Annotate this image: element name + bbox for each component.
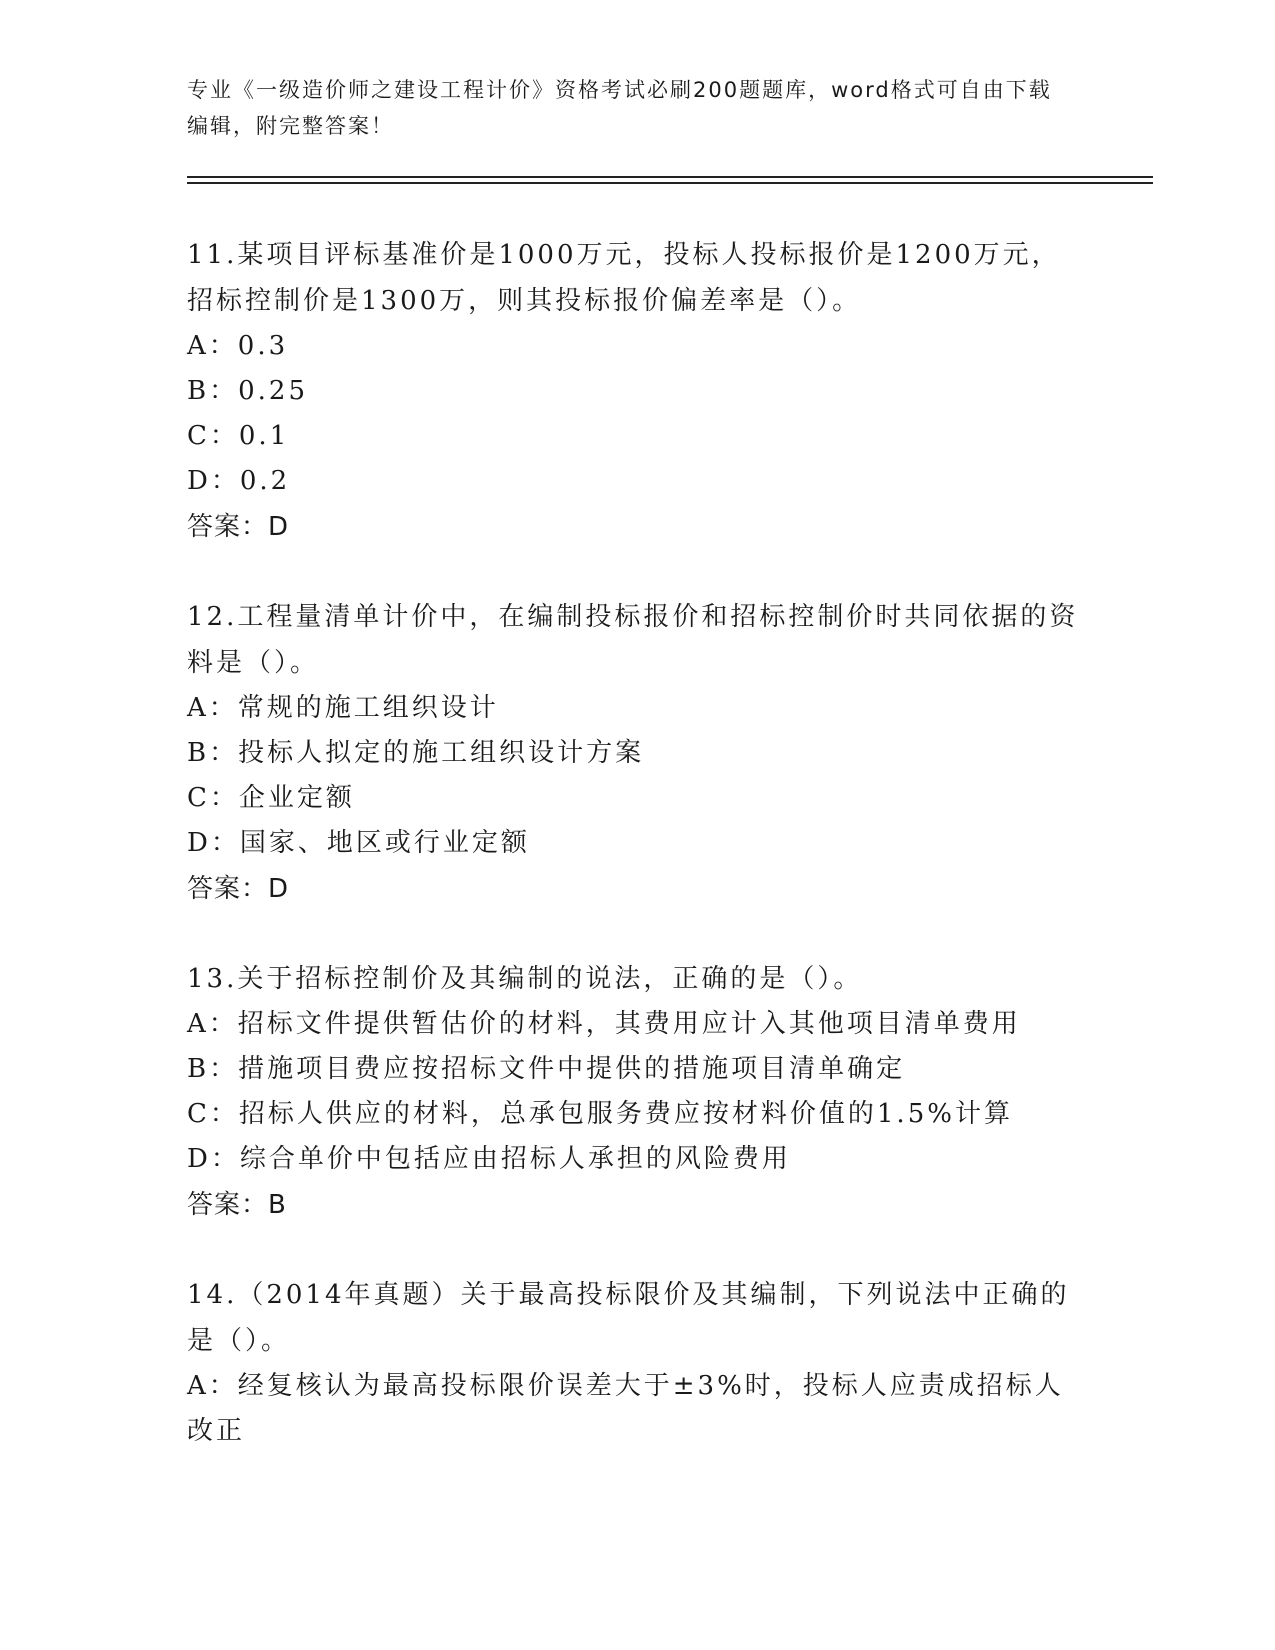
option-a: A：招标文件提供暂估价的材料，其费用应计入其他项目清单费用 (187, 1009, 1021, 1039)
answer-line: 答案：D (187, 874, 290, 904)
question-stem: 11.某项目评标基准价是1000万元，投标人投标报价是1200万元，招标控制价是1300万，则其投标报价偏差率是（）。 (187, 240, 1061, 316)
option-a: A：经复核认为最高投标限价误差大于±3%时，投标人应责成招标人改正 (187, 1371, 1064, 1446)
option-d: D：0.2 (187, 466, 291, 496)
option-b: B：0.25 (187, 376, 308, 406)
question-item (187, 594, 1087, 912)
option-a: A：常规的施工组织设计 (187, 693, 499, 723)
option-c: C：企业定额 (187, 783, 355, 813)
question-item (187, 1272, 1087, 1454)
option-d: D：国家、地区或行业定额 (187, 828, 530, 858)
option-d: D：综合单价中包括应由招标人承担的风险费用 (187, 1144, 791, 1174)
option-a: A：0.3 (187, 331, 289, 361)
question-item (187, 232, 1087, 550)
header-rule-top (187, 176, 1153, 178)
question-list (187, 232, 1087, 1498)
question-item (187, 956, 1087, 1228)
option-b: B：投标人拟定的施工组织设计方案 (187, 738, 645, 768)
option-c: C：招标人供应的材料，总承包服务费应按材料价值的1.5%计算 (187, 1099, 1013, 1129)
option-b: B：措施项目费应按招标文件中提供的措施项目清单确定 (187, 1054, 906, 1084)
option-c: C：0.1 (187, 421, 290, 451)
answer-line: 答案：B (187, 1190, 287, 1220)
question-stem: 13.关于招标控制价及其编制的说法，正确的是（）。 (187, 964, 863, 994)
question-stem: 12.工程量清单计价中，在编制投标报价和招标控制价时共同依据的资料是（）。 (187, 602, 1079, 678)
question-stem: 14.（2014年真题）关于最高投标限价及其编制，下列说法中正确的是（）。 (187, 1280, 1070, 1356)
header-rule-bottom (187, 182, 1153, 184)
answer-line: 答案：D (187, 512, 290, 542)
document-header: 专业《一级造价师之建设工程计价》资格考试必刷200题题库，word格式可自由下载编辑，附完整答案！ (187, 78, 1052, 138)
